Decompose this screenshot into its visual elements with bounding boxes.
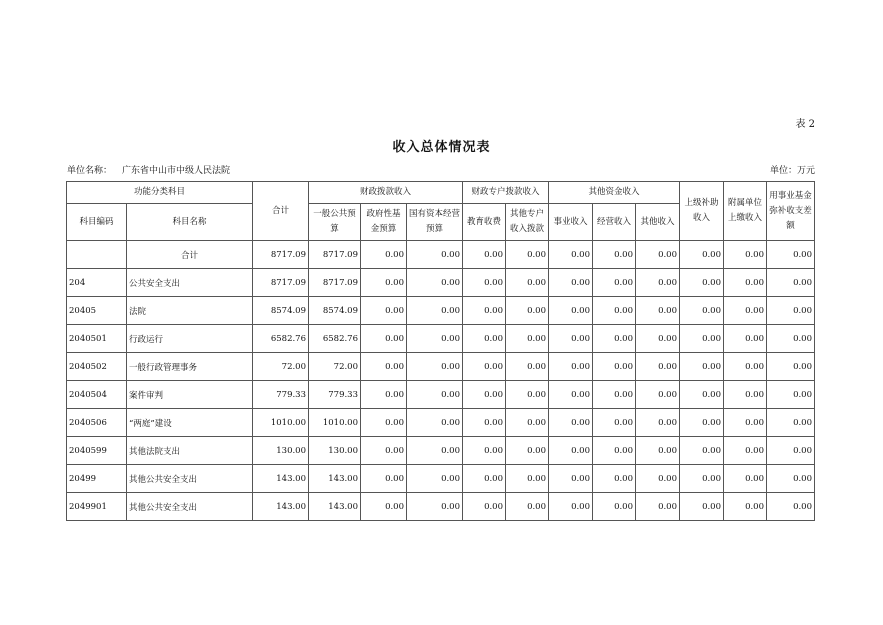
cell-upper-subsidy: 0.00 bbox=[680, 325, 724, 353]
header-operating-income: 经营收入 bbox=[593, 204, 636, 241]
unit-name-label: 单位名称： bbox=[67, 166, 113, 176]
cell-total: 8717.09 bbox=[253, 241, 309, 269]
cell-general-budget: 6582.76 bbox=[309, 325, 361, 353]
cell-business-income: 0.00 bbox=[549, 241, 593, 269]
cell-total: 72.00 bbox=[253, 353, 309, 381]
cell-name: 合计 bbox=[127, 241, 253, 269]
table-row bbox=[67, 297, 815, 325]
cell-business-income: 0.00 bbox=[549, 437, 593, 465]
header-upper-subsidy: 上级补助收入 bbox=[680, 182, 724, 241]
cell-edu-fee: 0.00 bbox=[463, 269, 506, 297]
cell-other-income: 0.00 bbox=[636, 493, 680, 521]
cell-state-capital: 0.00 bbox=[407, 437, 463, 465]
cell-reserve-fund: 0.00 bbox=[767, 241, 815, 269]
table-row bbox=[67, 493, 815, 521]
unit-name-line bbox=[67, 163, 230, 176]
header-code: 科目编码 bbox=[67, 204, 127, 241]
cell-other-special: 0.00 bbox=[506, 409, 549, 437]
cell-operating-income: 0.00 bbox=[593, 353, 636, 381]
cell-name: 公共安全支出 bbox=[127, 269, 253, 297]
cell-edu-fee: 0.00 bbox=[463, 437, 506, 465]
cell-other-special: 0.00 bbox=[506, 437, 549, 465]
cell-code: 2040506 bbox=[67, 409, 127, 437]
cell-other-special: 0.00 bbox=[506, 493, 549, 521]
cell-reserve-fund: 0.00 bbox=[767, 409, 815, 437]
cell-general-budget: 779.33 bbox=[309, 381, 361, 409]
cell-gov-fund: 0.00 bbox=[361, 409, 407, 437]
cell-state-capital: 0.00 bbox=[407, 381, 463, 409]
cell-total: 8574.09 bbox=[253, 297, 309, 325]
cell-upper-subsidy: 0.00 bbox=[680, 409, 724, 437]
cell-edu-fee: 0.00 bbox=[463, 465, 506, 493]
cell-code: 2040599 bbox=[67, 437, 127, 465]
cell-operating-income: 0.00 bbox=[593, 297, 636, 325]
cell-operating-income: 0.00 bbox=[593, 409, 636, 437]
cell-reserve-fund: 0.00 bbox=[767, 353, 815, 381]
unit-name-value: 广东省中山市中级人民法院 bbox=[122, 166, 231, 176]
cell-code: 2040501 bbox=[67, 325, 127, 353]
table-row bbox=[67, 465, 815, 493]
cell-reserve-fund: 0.00 bbox=[767, 297, 815, 325]
cell-name: 其他公共安全支出 bbox=[127, 465, 253, 493]
cell-edu-fee: 0.00 bbox=[463, 325, 506, 353]
header-general-budget: 一般公共预算 bbox=[309, 204, 361, 241]
cell-general-budget: 1010.00 bbox=[309, 409, 361, 437]
cell-upper-subsidy: 0.00 bbox=[680, 241, 724, 269]
cell-edu-fee: 0.00 bbox=[463, 381, 506, 409]
currency-unit: 单位：万元 bbox=[769, 166, 815, 176]
cell-operating-income: 0.00 bbox=[593, 241, 636, 269]
page-title: 收入总体情况表 bbox=[392, 140, 491, 155]
table-row bbox=[67, 353, 815, 381]
cell-gov-fund: 0.00 bbox=[361, 437, 407, 465]
header-edu-fee: 教育收费 bbox=[463, 204, 506, 241]
cell-name: 案件审判 bbox=[127, 381, 253, 409]
cell-business-income: 0.00 bbox=[549, 297, 593, 325]
cell-state-capital: 0.00 bbox=[407, 493, 463, 521]
cell-other-income: 0.00 bbox=[636, 297, 680, 325]
cell-name: 其他法院支出 bbox=[127, 437, 253, 465]
header-name: 科目名称 bbox=[127, 204, 253, 241]
cell-reserve-fund: 0.00 bbox=[767, 269, 815, 297]
cell-gov-fund: 0.00 bbox=[361, 465, 407, 493]
cell-affiliated-payment: 0.00 bbox=[724, 325, 767, 353]
cell-state-capital: 0.00 bbox=[407, 269, 463, 297]
cell-other-special: 0.00 bbox=[506, 465, 549, 493]
cell-total: 6582.76 bbox=[253, 325, 309, 353]
cell-upper-subsidy: 0.00 bbox=[680, 493, 724, 521]
cell-code: 20405 bbox=[67, 297, 127, 325]
cell-total: 143.00 bbox=[253, 493, 309, 521]
cell-gov-fund: 0.00 bbox=[361, 353, 407, 381]
cell-affiliated-payment: 0.00 bbox=[724, 493, 767, 521]
cell-business-income: 0.00 bbox=[549, 409, 593, 437]
cell-business-income: 0.00 bbox=[549, 353, 593, 381]
cell-other-special: 0.00 bbox=[506, 325, 549, 353]
cell-total: 1010.00 bbox=[253, 409, 309, 437]
cell-affiliated-payment: 0.00 bbox=[724, 381, 767, 409]
header-reserve-fund: 用事业基金弥补收支差额 bbox=[767, 182, 815, 241]
table-row bbox=[67, 409, 815, 437]
cell-other-special: 0.00 bbox=[506, 241, 549, 269]
cell-general-budget: 130.00 bbox=[309, 437, 361, 465]
cell-gov-fund: 0.00 bbox=[361, 325, 407, 353]
cell-code: 2040504 bbox=[67, 381, 127, 409]
header-other-funds: 其他资金收入 bbox=[549, 182, 680, 204]
header-affiliated-payment: 附属单位上缴收入 bbox=[724, 182, 767, 241]
cell-name: 行政运行 bbox=[127, 325, 253, 353]
cell-gov-fund: 0.00 bbox=[361, 241, 407, 269]
cell-general-budget: 143.00 bbox=[309, 465, 361, 493]
header-fiscal-grant: 财政拨款收入 bbox=[309, 182, 463, 204]
cell-upper-subsidy: 0.00 bbox=[680, 437, 724, 465]
cell-other-special: 0.00 bbox=[506, 353, 549, 381]
cell-edu-fee: 0.00 bbox=[463, 493, 506, 521]
cell-name: 一般行政管理事务 bbox=[127, 353, 253, 381]
cell-operating-income: 0.00 bbox=[593, 269, 636, 297]
table-row bbox=[67, 325, 815, 353]
header-business-income: 事业收入 bbox=[549, 204, 593, 241]
cell-reserve-fund: 0.00 bbox=[767, 437, 815, 465]
cell-operating-income: 0.00 bbox=[593, 437, 636, 465]
header-total: 合计 bbox=[253, 182, 309, 241]
cell-total: 779.33 bbox=[253, 381, 309, 409]
cell-name: 法院 bbox=[127, 297, 253, 325]
table-row bbox=[67, 381, 815, 409]
cell-state-capital: 0.00 bbox=[407, 241, 463, 269]
cell-general-budget: 8717.09 bbox=[309, 241, 361, 269]
header-row-1 bbox=[67, 182, 815, 204]
cell-business-income: 0.00 bbox=[549, 493, 593, 521]
table-row bbox=[67, 269, 815, 297]
cell-operating-income: 0.00 bbox=[593, 381, 636, 409]
cell-upper-subsidy: 0.00 bbox=[680, 465, 724, 493]
cell-code: 2040502 bbox=[67, 353, 127, 381]
cell-other-income: 0.00 bbox=[636, 353, 680, 381]
cell-other-income: 0.00 bbox=[636, 409, 680, 437]
cell-total: 130.00 bbox=[253, 437, 309, 465]
cell-general-budget: 8717.09 bbox=[309, 269, 361, 297]
cell-upper-subsidy: 0.00 bbox=[680, 297, 724, 325]
cell-general-budget: 8574.09 bbox=[309, 297, 361, 325]
cell-edu-fee: 0.00 bbox=[463, 409, 506, 437]
cell-business-income: 0.00 bbox=[549, 325, 593, 353]
cell-other-income: 0.00 bbox=[636, 325, 680, 353]
cell-code: 2049901 bbox=[67, 493, 127, 521]
cell-edu-fee: 0.00 bbox=[463, 353, 506, 381]
cell-business-income: 0.00 bbox=[549, 465, 593, 493]
cell-reserve-fund: 0.00 bbox=[767, 325, 815, 353]
cell-gov-fund: 0.00 bbox=[361, 381, 407, 409]
cell-code: 20499 bbox=[67, 465, 127, 493]
cell-code bbox=[67, 241, 127, 269]
cell-operating-income: 0.00 bbox=[593, 493, 636, 521]
cell-upper-subsidy: 0.00 bbox=[680, 269, 724, 297]
header-func-category: 功能分类科目 bbox=[67, 182, 253, 204]
cell-reserve-fund: 0.00 bbox=[767, 381, 815, 409]
income-summary-table bbox=[66, 181, 815, 521]
cell-gov-fund: 0.00 bbox=[361, 297, 407, 325]
cell-state-capital: 0.00 bbox=[407, 465, 463, 493]
cell-edu-fee: 0.00 bbox=[463, 241, 506, 269]
cell-upper-subsidy: 0.00 bbox=[680, 353, 724, 381]
cell-other-income: 0.00 bbox=[636, 437, 680, 465]
cell-state-capital: 0.00 bbox=[407, 325, 463, 353]
table-number: 表 2 bbox=[795, 119, 815, 130]
cell-general-budget: 72.00 bbox=[309, 353, 361, 381]
table-row bbox=[67, 437, 815, 465]
table-row bbox=[67, 241, 815, 269]
cell-other-special: 0.00 bbox=[506, 269, 549, 297]
cell-name: “两庭”建设 bbox=[127, 409, 253, 437]
cell-affiliated-payment: 0.00 bbox=[724, 269, 767, 297]
cell-edu-fee: 0.00 bbox=[463, 297, 506, 325]
cell-other-income: 0.00 bbox=[636, 241, 680, 269]
cell-gov-fund: 0.00 bbox=[361, 493, 407, 521]
cell-affiliated-payment: 0.00 bbox=[724, 241, 767, 269]
cell-upper-subsidy: 0.00 bbox=[680, 381, 724, 409]
cell-other-income: 0.00 bbox=[636, 269, 680, 297]
header-state-capital: 国有资本经营预算 bbox=[407, 204, 463, 241]
cell-code: 204 bbox=[67, 269, 127, 297]
cell-business-income: 0.00 bbox=[549, 269, 593, 297]
header-other-special: 其他专户收入拨款 bbox=[506, 204, 549, 241]
cell-affiliated-payment: 0.00 bbox=[724, 437, 767, 465]
cell-operating-income: 0.00 bbox=[593, 465, 636, 493]
cell-other-special: 0.00 bbox=[506, 381, 549, 409]
header-fiscal-special: 财政专户拨款收入 bbox=[463, 182, 549, 204]
cell-state-capital: 0.00 bbox=[407, 297, 463, 325]
cell-affiliated-payment: 0.00 bbox=[724, 297, 767, 325]
cell-affiliated-payment: 0.00 bbox=[724, 409, 767, 437]
cell-affiliated-payment: 0.00 bbox=[724, 353, 767, 381]
cell-state-capital: 0.00 bbox=[407, 409, 463, 437]
cell-state-capital: 0.00 bbox=[407, 353, 463, 381]
cell-affiliated-payment: 0.00 bbox=[724, 465, 767, 493]
header-other-income: 其他收入 bbox=[636, 204, 680, 241]
cell-reserve-fund: 0.00 bbox=[767, 493, 815, 521]
cell-gov-fund: 0.00 bbox=[361, 269, 407, 297]
cell-operating-income: 0.00 bbox=[593, 325, 636, 353]
cell-reserve-fund: 0.00 bbox=[767, 465, 815, 493]
header-gov-fund: 政府性基金预算 bbox=[361, 204, 407, 241]
cell-other-income: 0.00 bbox=[636, 381, 680, 409]
cell-business-income: 0.00 bbox=[549, 381, 593, 409]
cell-general-budget: 143.00 bbox=[309, 493, 361, 521]
cell-other-special: 0.00 bbox=[506, 297, 549, 325]
cell-other-income: 0.00 bbox=[636, 465, 680, 493]
cell-name: 其他公共安全支出 bbox=[127, 493, 253, 521]
cell-total: 8717.09 bbox=[253, 269, 309, 297]
cell-total: 143.00 bbox=[253, 465, 309, 493]
